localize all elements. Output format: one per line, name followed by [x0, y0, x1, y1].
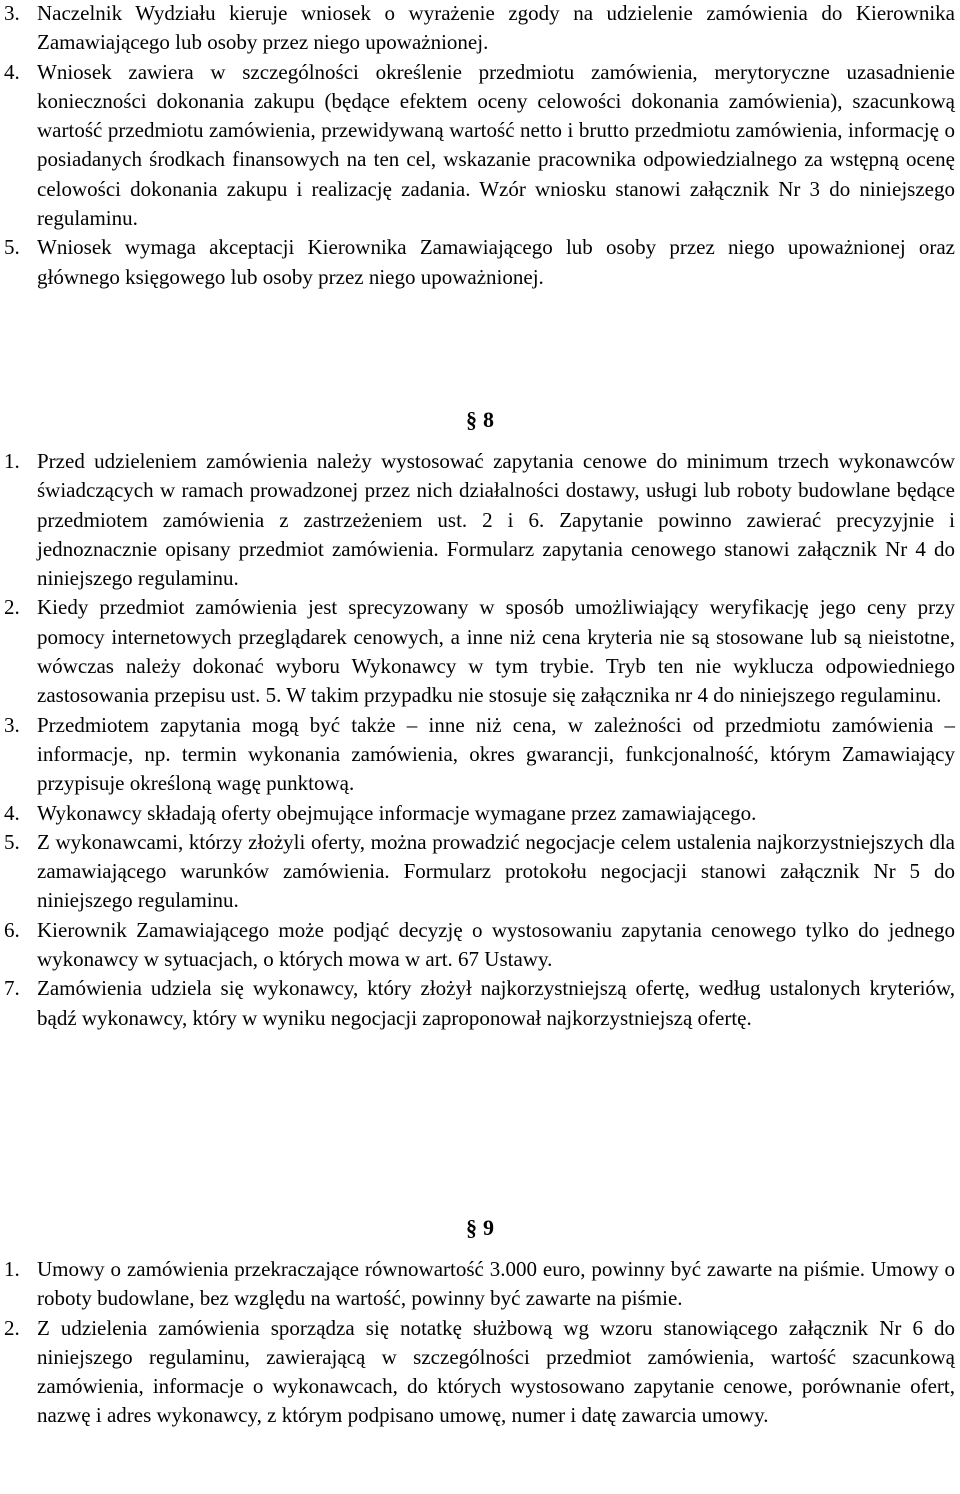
list-item — [0, 916, 960, 975]
list-item-number: 1. — [4, 1257, 20, 1281]
numbered-list-section-9 — [0, 1255, 960, 1431]
list-item — [0, 974, 960, 1033]
section-symbol: § — [466, 1215, 477, 1240]
list-item-text: Kierownik Zamawiającego może podjąć decyzję o wystosowaniu zapytania cenowego tylko do jednego wykonawcy w sytuacjach, o których mowa w art. 67 Ustawy. — [37, 917, 955, 972]
section-symbol: § — [466, 407, 477, 432]
list-item — [0, 828, 960, 916]
list-item-number: 5. — [4, 235, 20, 260]
list-item-number: 1. — [4, 449, 20, 473]
list-item — [0, 447, 960, 593]
list-item — [0, 1314, 960, 1431]
list-item — [0, 0, 960, 58]
list-item-text: Kiedy przedmiot zamówienia jest sprecyzowany w sposób umożliwiający weryfikację jego ceny przy pomocy internetowych przeglądarek cenowych, a inne niż cena kryteria nie są stosowane lub są nieistotne, wówczas należy dokonać wyboru Wykonawcy w tym trybie. Tryb ten nie wyklucza odpowiedniego zastosowania przepisu ust. 5. W takim przypadku nie stosuje się załącznika nr 4 do niniejszego regulaminu. — [37, 595, 955, 708]
list-item-number: 2. — [4, 595, 20, 620]
numbered-list-top — [0, 0, 960, 292]
list-item-text: Wykonawcy składają oferty obejmujące informacje wymagane przez zamawiającego. — [37, 800, 757, 825]
numbered-list-section-8 — [0, 447, 960, 1033]
list-item-text: Przedmiotem zapytania mogą być także – inne niż cena, w zależności od przedmiotu zamówienia – informacje, np. termin wykonania zamówienia, okres gwarancji, funkcjonalność, którym Zamawiający przypisuje określoną wagę punktową. — [37, 712, 955, 796]
list-item-number: 2. — [4, 1315, 20, 1340]
list-item-number: 3. — [4, 1, 20, 25]
list-item-text: Z wykonawcami, którzy złożyli oferty, można prowadzić negocjacje celem ustalenia najkorzystniejszych dla zamawiającego warunków zamówienia. Formularz protokołu negocjacji stanowi załącznik Nr 5 do niniejszego regulaminu. — [37, 829, 955, 913]
section-heading-8 — [0, 405, 960, 435]
list-item-text: Wniosek wymaga akceptacji Kierownika Zamawiającego lub osoby przez niego upoważnionej oraz głównego księgowego lub osoby przez niego upoważnionej. — [37, 235, 955, 289]
list-item-number: 7. — [4, 976, 20, 1001]
list-item — [0, 1255, 960, 1314]
list-item-text: Przed udzieleniem zamówienia należy wystosować zapytania cenowe do minimum trzech wykonawców świadczących w ramach prowadzonej przez nich działalności dostawy, usługi lub roboty budowlane będące przedmiotem zamówienia z zastrzeżeniem ust. 2 i 6. Zapytanie powinno zawierać precyzyjnie i jednoznacznie opisany przedmiot zamówienia. Formularz zapytania cenowego stanowi załącznik Nr 4 do niniejszego regulaminu. — [37, 449, 955, 591]
list-item — [0, 799, 960, 828]
section-number: 8 — [483, 407, 494, 432]
list-item-number: 6. — [4, 917, 20, 942]
list-item — [0, 233, 960, 292]
list-item-number: 5. — [4, 829, 20, 854]
section-heading-9 — [0, 1213, 960, 1243]
list-item-text: Umowy o zamówienia przekraczające równowartość 3.000 euro, powinny być zawarte na piśmie. Umowy o roboty budowlane, bez względu na wartość, powinny być zawarte na piśmie. — [37, 1257, 955, 1311]
list-item-number: 4. — [4, 800, 20, 825]
list-item — [0, 58, 960, 234]
section-number: 9 — [483, 1215, 494, 1240]
list-item-text: Z udzielenia zamówienia sporządza się notatkę służbową wg wzoru stanowiącego załącznik Nr 6 do niniejszego regulaminu, zawierającą w szczególności przedmiot zamówienia, wartość szacunkową zamówienia, informacje o wykonawcach, do których wystosowano zapytanie cenowe, porównanie ofert, nazwę i adres wykonawcy, z którym podpisano umowę, numer i datę zawarcia umowy. — [37, 1315, 955, 1428]
list-item-number: 4. — [4, 59, 20, 84]
list-item-text: Wniosek zawiera w szczególności określenie przedmiotu zamówienia, merytoryczne uzasadnienie konieczności dokonania zakupu (będące efektem oceny celowości dokonania zamówienia), szacunkową wartość przedmiotu zamówienia, przewidywaną wartość netto i brutto przedmiotu zamówienia, informację o posiadanych środkach finansowych na ten cel, wskazanie pracownika odpowiedzialnego za wstępną ocenę celowości dokonania zakupu i realizację zadania. Wzór wniosku stanowi załącznik Nr 3 do niniejszego regulaminu. — [37, 59, 955, 231]
list-item-text: Naczelnik Wydziału kieruje wniosek o wyrażenie zgody na udzielenie zamówienia do Kierownika Zamawiającego lub osoby przez niego upoważnionej. — [37, 1, 955, 55]
list-item — [0, 711, 960, 799]
list-item-text: Zamówienia udziela się wykonawcy, który złożył najkorzystniejszą ofertę, według ustalonych kryteriów, bądź wykonawcy, który w wyniku negocjacji zaproponował najkorzystniejszą ofertę. — [37, 976, 955, 1030]
list-item — [0, 593, 960, 710]
list-item-number: 3. — [4, 712, 20, 737]
